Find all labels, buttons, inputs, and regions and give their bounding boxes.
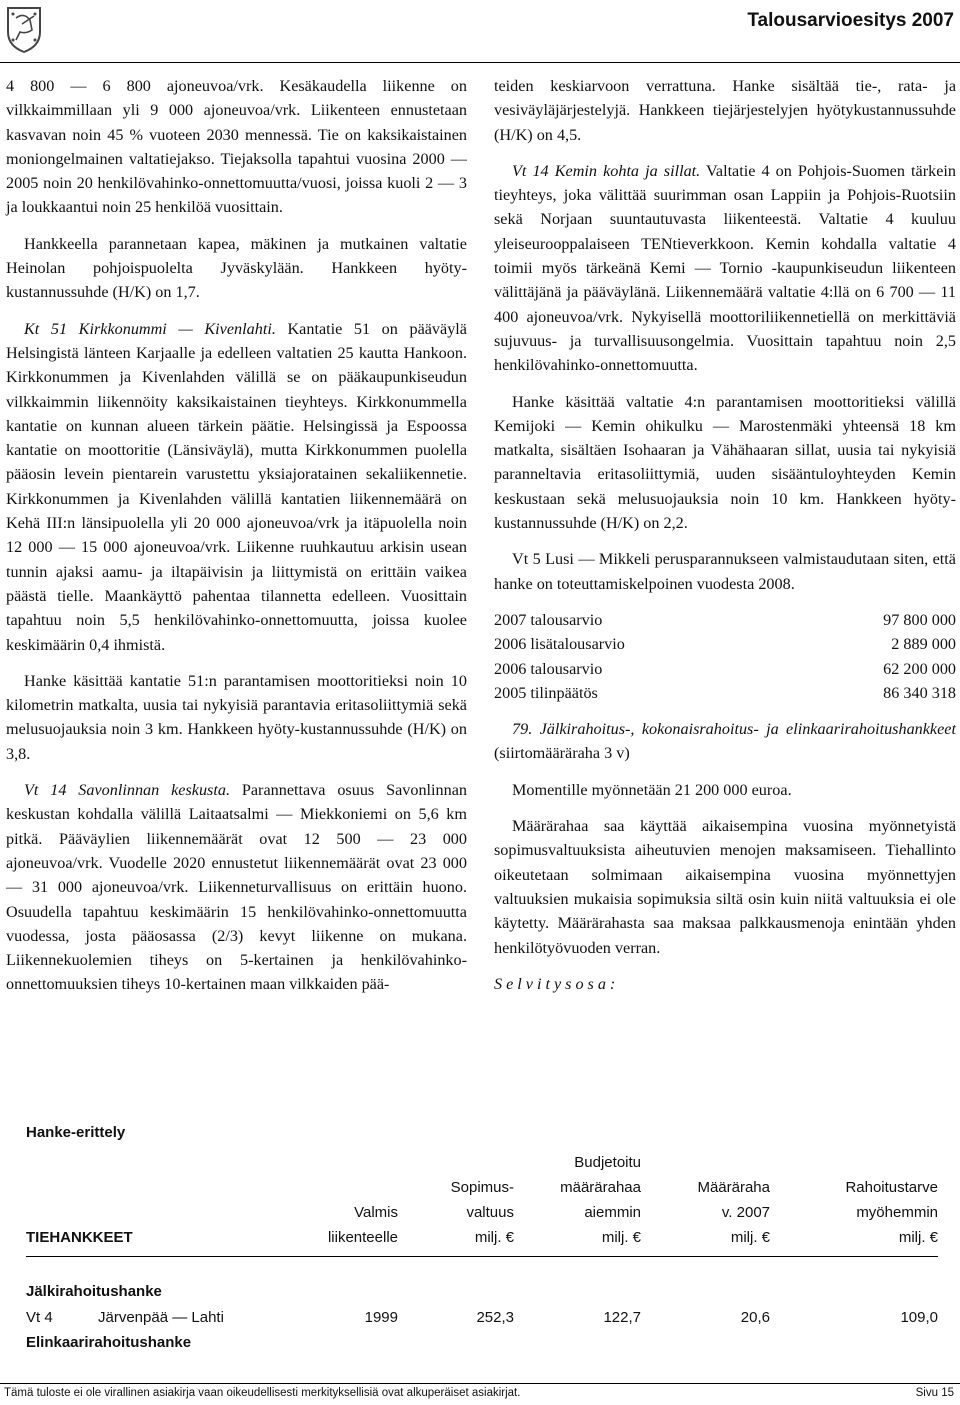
section-heading-body: (siirtomääräraha 3 v)	[494, 744, 630, 763]
budget-value: 62 200 000	[883, 659, 956, 678]
footer-divider	[0, 1383, 960, 1384]
paragraph	[6, 317, 467, 657]
budget-label: 2006 talousarvio	[494, 659, 603, 678]
paragraph	[6, 778, 467, 997]
table-section-label: Elinkaarirahoitushanke	[26, 1334, 192, 1351]
table-category-label: TIEHANKKEET	[26, 1229, 133, 1246]
table-section-label: Jälkirahoitushanke	[26, 1283, 162, 1300]
column-header: milj. €	[601, 1229, 641, 1246]
budget-value: 2 889 000	[891, 635, 956, 654]
paragraph	[494, 159, 956, 378]
column-header: aiemmin	[584, 1204, 641, 1221]
column-header: Määräraha	[697, 1179, 770, 1196]
footer-disclaimer: Tämä tuloste ei ole virallinen asiakirja vaan oikeudellisesti merkityksellisiä ovat alkuperäiset asiakirjat.	[4, 1387, 521, 1399]
paragraph-body: Valtatie 4 on Pohjois-Suomen tärkein tieyhteys, joka välittää suurimman osan Lappiin ja Pohjois-Ruotsiin sekä Norjaan suuntautuvasta liikenteestä. Valtatie 4 kuuluu yleiseurooppalaiseen TENtieverkkoon. Kemin kohdalla valtatie 4 toimii myös tärkeänä Kemi — Tornio -kaupunkiseudun liikenteen välittäjänä ja pääväylänä. Liikennemäärä valtatie 4:llä on 6 700 — 11 400 ajoneuvoa/vrk. Nykyisellä moottoriliikennetiellä on merkittäviä sujuvuus- ja turvallisuusongelmia. Vuosittain tapahtuu noin 2,5 henkilövahinko-onnettomuutta.	[494, 161, 956, 375]
paragraph: teiden keskiarvoon verrattuna. Hanke sisältää tie-, rata- ja vesiväyläjärjestelyjä. Hankkeen tiejärjestelyjen hyötykustannussuhde (H/K) on 4,5.	[494, 77, 956, 144]
project-rahoitustarve: 109,0	[900, 1309, 938, 1326]
paragraph: Hanke käsittää kantatie 51:n parantamisen moottoritieksi noin 10 kilometrin matkalta, uusia tai nykyisiä parantavia eritasoliittymiä sekä melusuojauksia noin 3 km. Hankkeen hyöty-kustannussuhde (H/K) on 3,8.	[6, 671, 467, 763]
paragraph: 4 800 — 6 800 ajoneuvoa/vrk. Kesäkaudella liikenne on vilkkaimmillaan yli 9 000 ajoneuvoa/vrk. Liikenteen ennustetaan kasvavan noin 45 % vuoteen 2030 mennessä. Tie on kaksikaistainen moniongelmainen valtatiejakso. Tiejaksolla tapahtui vuosina 2000 — 2005 noin 20 henkilövahinko-onnettomuutta/vuosi, joissa kuoli 2 — 3 ja loukkaantui noin 25 henkilöä vuosittain.	[6, 77, 467, 217]
coat-of-arms-icon	[4, 4, 44, 54]
table-header-rule	[26, 1256, 938, 1257]
column-header: valtuus	[466, 1204, 514, 1221]
budget-table	[494, 608, 956, 705]
column-header: Valmis	[354, 1204, 398, 1221]
paragraph: Hankkeella parannetaan kapea, mäkinen ja mutkainen valtatie Heinolan pohjoispuolelta Jyväskylään. Hankkeen hyöty-kustannussuhde (H/K) on 1,7.	[6, 234, 467, 302]
column-header: milj. €	[898, 1229, 938, 1246]
document-title: Talousarvioesitys 2007	[747, 10, 954, 31]
paragraph-lead: Vt 14 Kemin kohta ja sillat.	[512, 161, 701, 180]
project-maararaha: 20,6	[740, 1309, 770, 1326]
budget-label: 2005 tilinpäätös	[494, 683, 598, 702]
project-valmis: 1999	[364, 1309, 398, 1326]
table-row	[494, 657, 956, 681]
paragraph-body: Kantatie 51 on pääväylä Helsingistä länteen Karjaalle ja edelleen valtatien 25 kautta Hankoon. Kirkkonummen ja Kivenlahden välillä se on pääkaupunkiseudun vilkkaimmin liikennöity kaksikaistainen tieyhteys. Kirkkonummella kantatie on kunnan alueen tärkein päätie. Helsingissä ja Espoossa kantatie on moottoritie (Länsiväylä), mutta Kirkkonummen puolella pääosin levein pientarein varustettu yksiajoratainen sekaliikennetie. Kirkkonummen ja Kivenlahden välillä kantatien liikennemäärä on Kehä III:n länsipuolella yli 20 000 ajoneuvoa/vrk ja itäpuolella noin 12 000 — 15 000 ajoneuvoa/vrk. Liikenne ruuhkautuu arkisin usean tunnin ajaksi aamu- ja iltapäivisin ja liittymistä on erittäin vaikea päästä tielle. Maankäyttö pahentaa tilannetta edelleen. Vuosittain tapahtuu noin 5,5 henkilövahinko-onnettomuutta, joissa kuolee keskimäärin 0,4 ihmistä.	[6, 319, 467, 654]
project-name: Järvenpää — Lahti	[98, 1309, 224, 1326]
page-number: Sivu 15	[915, 1387, 954, 1399]
column-header: milj. €	[730, 1229, 770, 1246]
budget-label: 2007 talousarvio	[494, 610, 603, 629]
column-header: määrärahaa	[560, 1179, 641, 1196]
column-header: Sopimus-	[450, 1179, 514, 1196]
paragraph: Hanke käsittää valtatie 4:n parantamisen moottoritieksi välillä Kemijoki — Kemin ohikulku — Marostenmäki yhteensä 18 km matkalta, sisältäen Isohaaran ja Vähähaaran sillat, uusia tai nykyisiä paranneltavia eritasoliittymiä, uuden sisääntuloyhteyden Kemin keskustaan sekä melusuojauksia noin 10 km. Hankkeen hyöty-kustannussuhde (H/K) on 2,2.	[494, 392, 956, 533]
budget-value: 97 800 000	[883, 610, 956, 629]
project-sopimusvaltuus: 252,3	[476, 1309, 514, 1326]
section-heading	[494, 717, 956, 766]
project-code: Vt 4	[26, 1309, 53, 1326]
column-header: v. 2007	[721, 1204, 770, 1221]
paragraph-lead: Vt 14 Savonlinnan keskusta.	[24, 781, 230, 800]
column-header: myöhemmin	[856, 1204, 938, 1221]
budget-label: 2006 lisätalousarvio	[494, 635, 625, 654]
left-text-column	[6, 74, 467, 997]
column-header: Budjetoitu	[574, 1154, 641, 1171]
paragraph: Määrärahaa saa käyttää aikaisempina vuosina myönnetyistä sopimusvaltuuksista aiheutuvien menojen maksamiseen. Tiehallinto oikeutetaan solmimaan aikaisempina vuosina myönnettyjen valtuuksien mukaisia sopimuksia siltä osin kuin niitä valtuuksia ei ole käytetty. Määrärahasta saa maksaa palkkausmenoja enintään yhden henkilötyövuoden verran.	[494, 817, 956, 957]
table-row	[494, 632, 956, 656]
subsection-label: Selvitysosa:	[494, 974, 620, 993]
paragraph: Vt 5 Lusi — Mikkeli perusparannukseen valmistaudutaan siten, että hanke on toteuttamiskelpoinen vuodesta 2008.	[494, 550, 956, 593]
column-header: liikenteelle	[327, 1229, 398, 1246]
header-divider	[0, 62, 960, 63]
paragraph-body: Parannettava osuus Savonlinnan keskustan kohdalla välillä Laitaatsalmi — Miekkoniemi on 5,6 km pitkä. Pääväylien liikennemäärät ovat 12 500 — 23 000 ajoneuvoa/vrk. Vuodelle 2020 ennustetut liikennemäärät ovat 23 000 — 31 000 ajoneuvoa/vrk. Liikenneturvallisuus on erittäin huono. Osuudella tapahtuu keskimäärin 15 henkilövahinko-onnettomuutta vuodessa, josta pääosassa (2/3) kevyt liikenne on mukana. Liikennekuolemien tiheys on 5-kertainen ja henkilövahinko-onnettomuuksien tiheys 10-kertainen maan vilkkaiden pää-	[6, 781, 468, 994]
paragraph-lead: Kt 51 Kirkkonummi — Kivenlahti.	[24, 319, 276, 338]
column-header: Rahoitustarve	[845, 1179, 938, 1196]
right-text-column	[494, 74, 956, 1008]
budget-value: 86 340 318	[883, 683, 956, 702]
table-row	[494, 681, 956, 705]
project-table-title: Hanke-erittely	[26, 1124, 126, 1141]
paragraph: Momentille myönnetään 21 200 000 euroa.	[512, 780, 792, 799]
table-row	[494, 608, 956, 632]
section-heading-lead: 79. Jälkirahoitus-, kokonaisrahoitus- ja elinkaarirahoitushankkeet	[512, 720, 956, 739]
project-budjetoitu: 122,7	[603, 1309, 641, 1326]
column-header: milj. €	[474, 1229, 514, 1246]
